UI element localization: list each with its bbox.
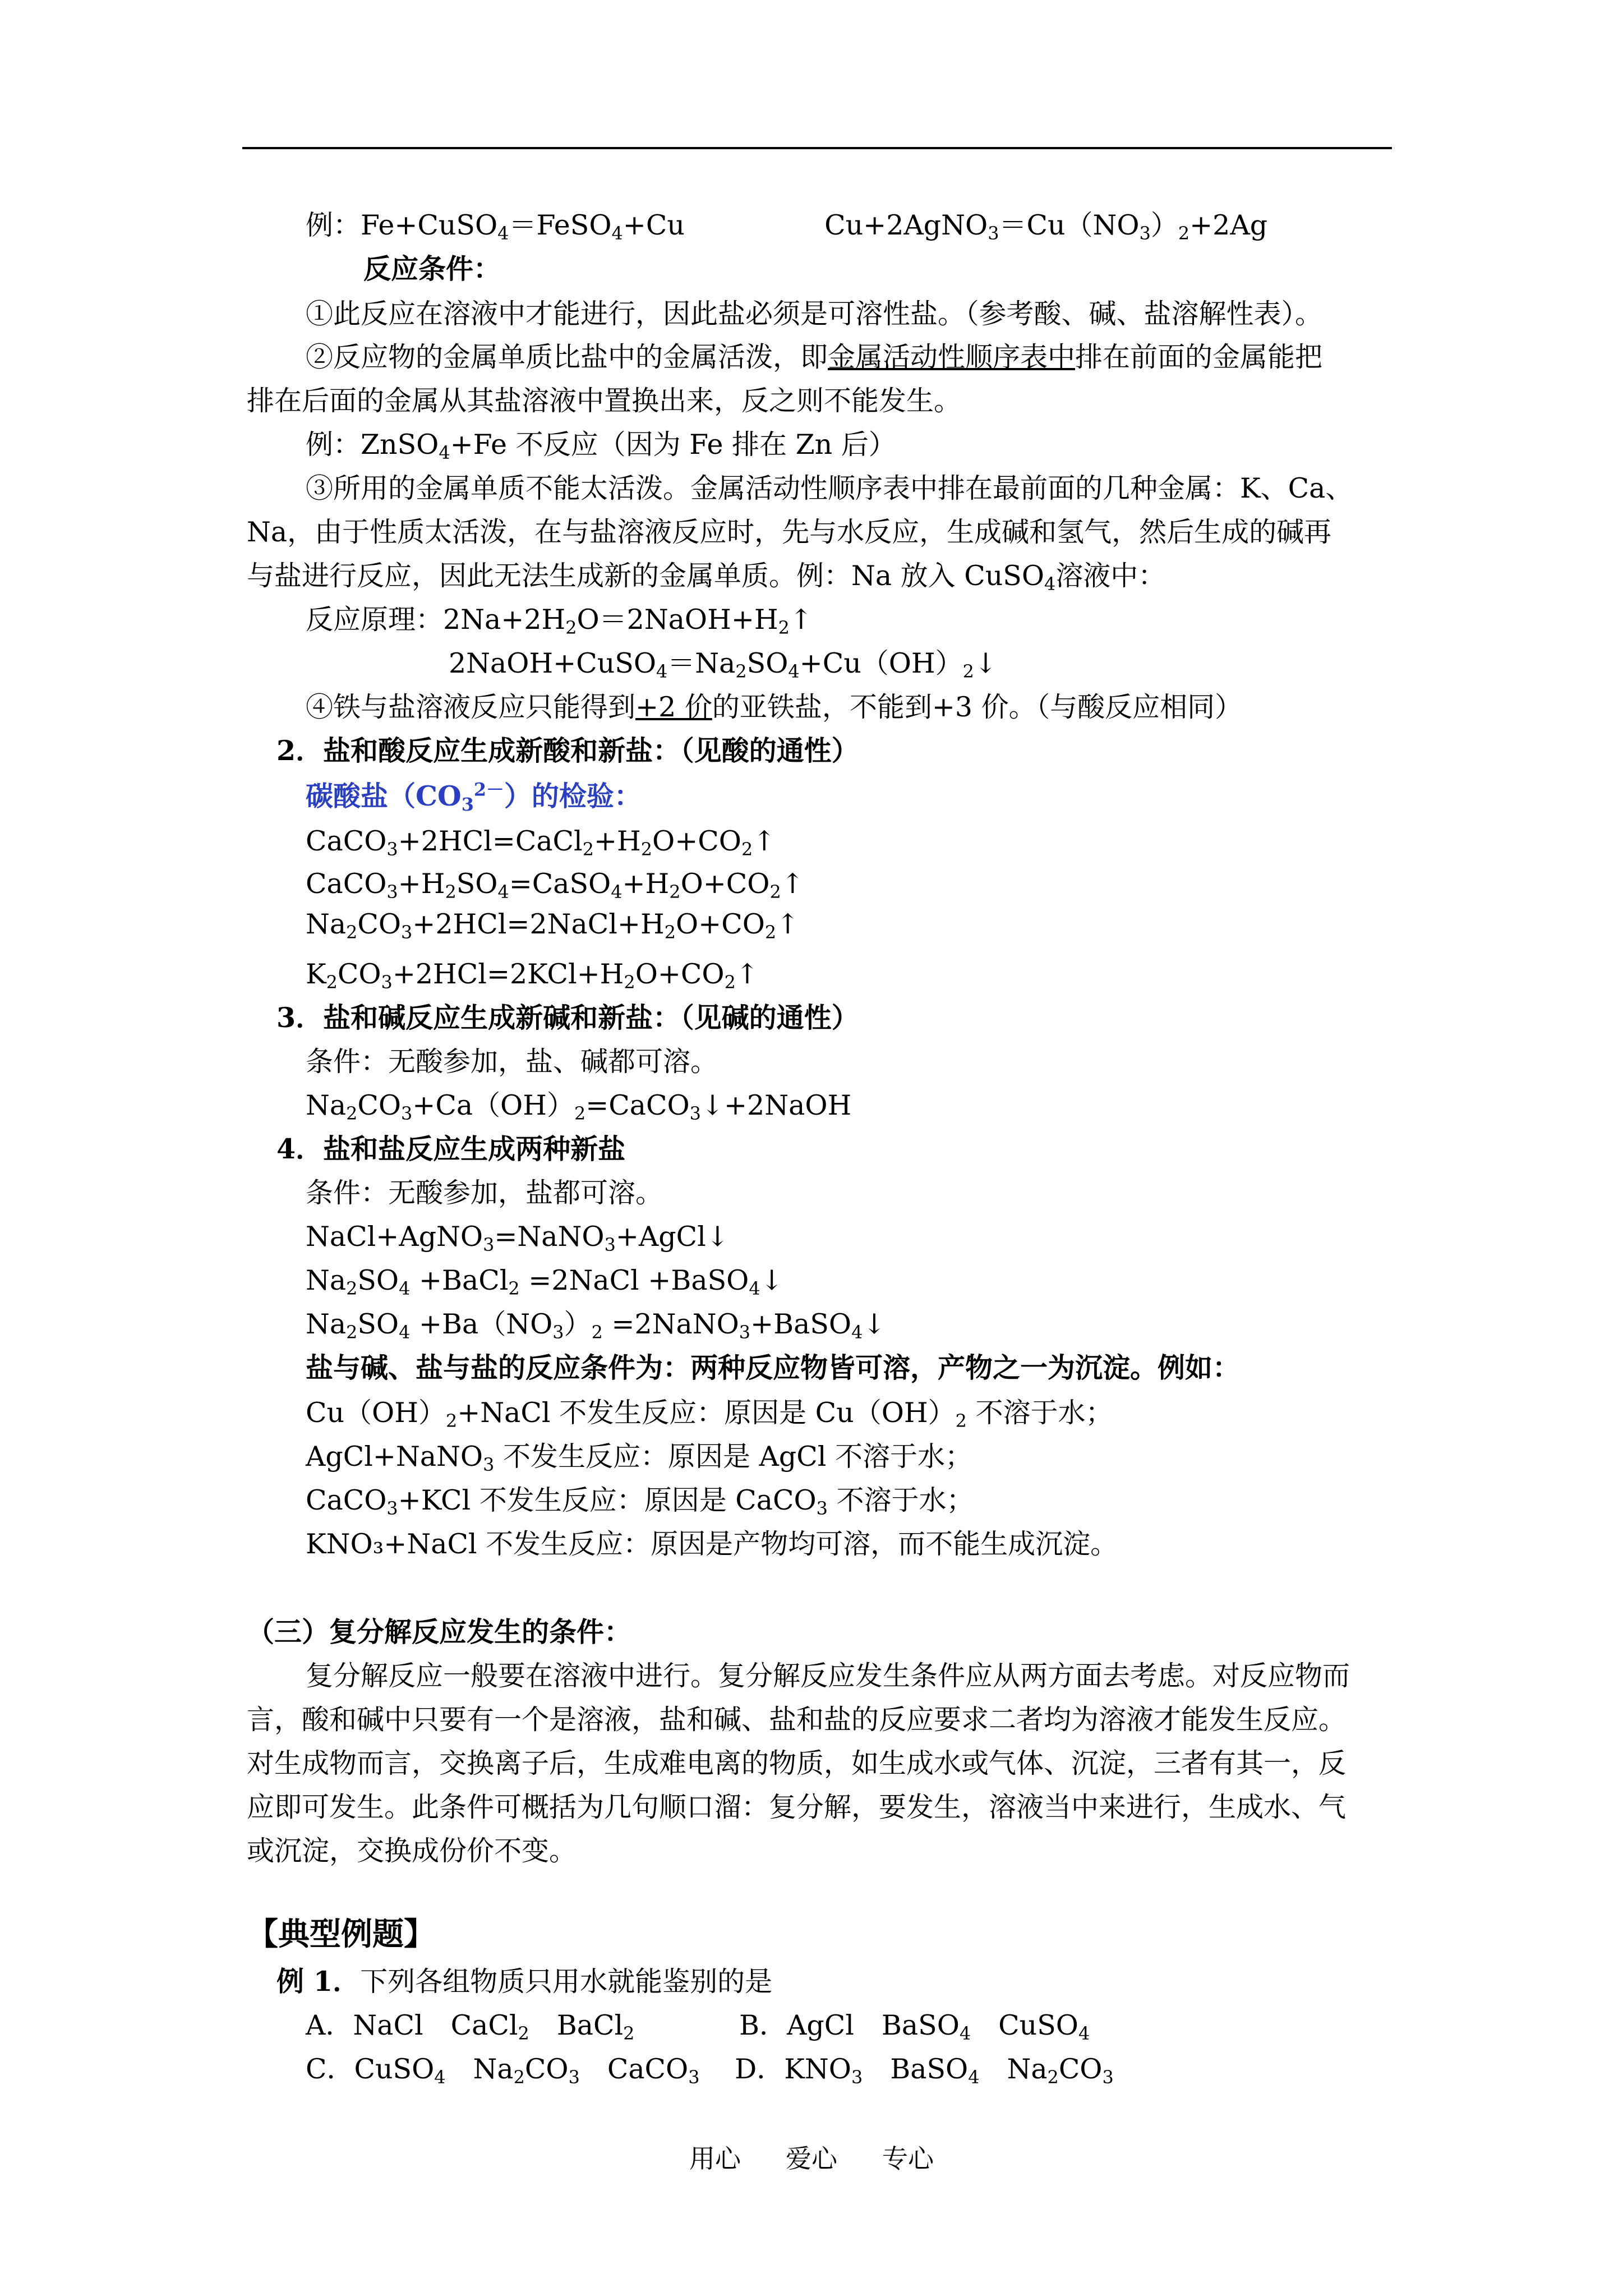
no-reaction-4: KNO₃+NaCl 不发生反应：原因是产物均可溶，而不能生成沉淀。: [306, 1528, 1118, 1560]
summary-condition: 盐与碱、盐与盐的反应条件为：两种反应物皆可溶，产物之一为沉淀。例如：: [306, 1351, 1241, 1384]
equation-na2so4-bano3: $Na_2SO_4 +Ba(NO_3)_2$ =2NaNO$_3$+BaSO$_4$↓: [306, 1308, 886, 1343]
paragraph-line-1: 复分解反应一般要在溶液中进行。复分解反应发生条件应从两方面去考虑。对反应物而: [306, 1660, 1350, 1692]
footer-item: 爱心: [786, 2143, 837, 2174]
page-footer: [0, 2138, 1623, 2175]
section-2-title: 2．盐和酸反应生成新酸和新盐：（见酸的通性）: [276, 734, 859, 767]
question-1: 例 1．下列各组物质只用水就能鉴别的是: [276, 1965, 773, 1998]
header-rule: [242, 147, 1392, 149]
section-3-condition: 条件：无酸参加，盐、碱都可溶。: [306, 1046, 718, 1078]
condition-3-line1: ③所用的金属单质不能太活泼。金属活动性顺序表中排在最前面的几种金属：K、Ca、: [306, 472, 1353, 504]
section-4-condition: 条件：无酸参加，盐都可溶。: [306, 1177, 663, 1209]
option-c: C．CuSO$_4$ $Na_2CO_3$ CaCO$_3$: [306, 2053, 700, 2088]
carbonate-test-title: 碳酸盐$(CO_3^{2-})$的检验：: [306, 779, 642, 815]
paragraph-line-4: 应即可发生。此条件可概括为几句顺口溜：复分解，要发生，溶液当中来进行，生成水、气: [247, 1791, 1347, 1823]
paragraph-line-5: 或沉淀，交换成份价不变。: [247, 1835, 577, 1867]
no-reaction-1: $Cu(OH)_2+NaCl$ 不发生反应：原因是 $Cu(OH)_2$ 不溶于水；: [306, 1397, 1113, 1432]
paragraph-line-3: 对生成物而言，交换离子后，生成难电离的物质，如生成水或气体、沉淀，三者有其一，反: [247, 1747, 1347, 1779]
equation-k2co3-hcl: $K_2CO_3+2HCl=2KCl+H_2O+CO_2↑$: [306, 958, 759, 993]
no-reaction-2: AgCl+NaNO$_3$ 不发生反应：原因是 AgCl 不溶于水；: [306, 1441, 973, 1475]
footer-item: 专心: [882, 2143, 934, 2174]
reaction-conditions-title: 反应条件：: [363, 252, 501, 285]
example-displacement-line: 例：Fe+CuSO$_4$＝FeSO$_4$+Cu $Cu+2AgNO_3=Cu(NO_3)_2+2Ag$: [306, 209, 1268, 244]
condition-3-line2: Na，由于性质太活泼，在与盐溶液反应时，先与水反应，生成碱和氢气，然后生成的碱再: [247, 516, 1332, 548]
section-three-title: （三）复分解反应发生的条件：: [247, 1616, 632, 1648]
condition-3-line3: 与盐进行反应，因此无法生成新的金属单质。例：Na 放入 CuSO$_4$溶液中：: [247, 560, 1166, 595]
equation-nacl-agno3: NaCl+AgNO$_3$=NaNO$_3$+AgCl↓: [306, 1221, 729, 1255]
section-3-title: 3．盐和碱反应生成新碱和新盐：（见碱的通性）: [276, 1001, 859, 1034]
equation-na2co3-hcl: $Na_2CO_3+2HCl=2NaCl+H_2O+CO_2↑$: [306, 908, 800, 943]
equation-caco3-h2so4: $CaCO_3+H_2SO_4=CaSO_4+H_2O+CO_2↑$: [306, 868, 804, 903]
section-4-title: 4．盐和盐反应生成两种新盐: [276, 1133, 626, 1165]
reaction-principle-1: 反应原理：$2Na+2H_2O=2NaOH+H_2↑$: [306, 604, 813, 638]
typical-examples-title: 【典型例题】: [247, 1916, 435, 1953]
condition-2-line1: ②反应物的金属单质比盐中的金属活泼，即金属活动性顺序表中排在前面的金属能把: [306, 341, 1323, 373]
option-a: A．NaCl CaCl$_2$ BaCl$_2$: [306, 2009, 635, 2044]
equation-caco3-hcl: $CaCO_3+2HCl=CaCl_2+H_2O+CO_2↑$: [306, 825, 776, 860]
condition-2-line2: 排在后面的金属从其盐溶液中置换出来，反之则不能发生。: [247, 385, 962, 417]
reaction-principle-2: $2NaOH+CuSO_4=Na_2SO_4+Cu(OH)_2↓$: [449, 647, 997, 682]
footer-item: 用心: [689, 2143, 741, 2174]
condition-4: ④铁与盐溶液反应只能得到+2 价的亚铁盐，不能到+3 价。（与酸反应相同）: [306, 691, 1243, 723]
no-reaction-3: CaCO$_3$+KCl 不发生反应：原因是 CaCO$_3$ 不溶于水；: [306, 1484, 974, 1519]
condition-1: ①此反应在溶液中才能进行，因此盐必须是可溶性盐。（参考酸、碱、盐溶解性表）。: [306, 298, 1323, 330]
example-znso4: 例：ZnSO$_4$+Fe 不反应（因为 Fe 排在 Zn 后）: [306, 429, 896, 463]
option-b: B．AgCl BaSO$_4$ CuSO$_4$: [739, 2009, 1090, 2044]
equation-na2co3-caoh2: $Na_2CO_3+Ca(OH)_2=CaCO_3↓+2NaOH$: [306, 1089, 852, 1124]
equation-na2so4-bacl2: $Na_2SO_4$ +BaCl$_2$ =2NaCl +BaSO$_4$↓: [306, 1264, 783, 1299]
option-d: D．$KNO_3$ BaSO$_4$ $Na_2CO_3$: [735, 2053, 1114, 2088]
paragraph-line-2: 言，酸和碱中只要有一个是溶液，盐和碱、盐和盐的反应要求二者均为溶液才能发生反应。: [247, 1704, 1347, 1736]
